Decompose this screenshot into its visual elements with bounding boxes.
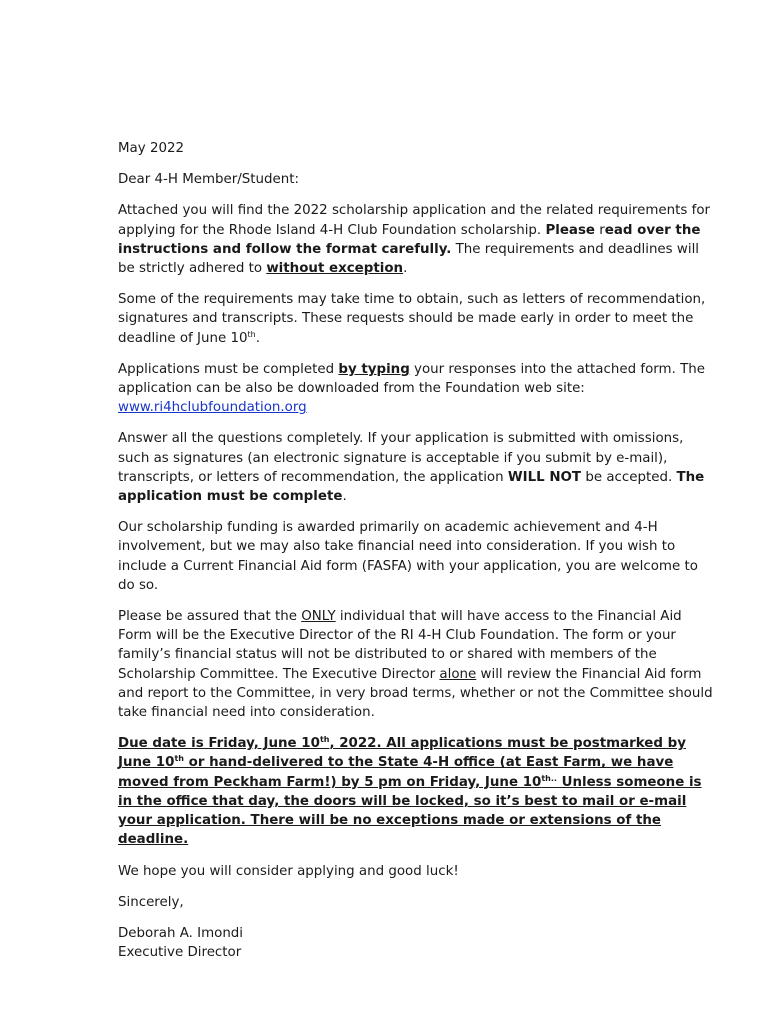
text-run: or hand-delivered to the State 4-H office (at East Farm, we have moved from Peckham Farm!) by 5 pm on Friday, June 10 xyxy=(118,755,674,790)
text-run: Some of the requirements may take time to obtain, such as letters of recommendation, signatures and transcripts. These requests should be made early in order to meet the deadline of June 10 xyxy=(118,292,706,346)
foundation-website-link[interactable]: www.ri4hclubfoundation.org xyxy=(118,400,307,416)
emphasis-will-not: WILL NOT xyxy=(507,469,582,485)
superscript: th xyxy=(174,754,184,764)
superscript: th.. xyxy=(541,773,557,783)
letter-date: May 2022 xyxy=(118,141,185,156)
bold-run: Please xyxy=(545,222,596,238)
text-run: Applications must be completed xyxy=(118,361,339,377)
text-run: . xyxy=(255,330,260,346)
paragraph-completeness xyxy=(118,429,718,506)
superscript: th xyxy=(247,329,256,339)
signature-block xyxy=(118,924,718,962)
text-run: Answer all the questions completely. If your application is submitted with omissions, such as signatures (an electronic signature is acceptable if you submit by e-mail), transcripts, or letters of recommendation, the application xyxy=(118,431,684,485)
text-run: Please be assured that the xyxy=(118,609,302,625)
text-run: . xyxy=(403,261,408,277)
paragraph-instructions xyxy=(118,201,718,278)
text-run: Attached you will find the 2022 scholarship application and the related requirements for applying for the Rhode Island 4-H Club Foundation scholarship. xyxy=(118,203,711,238)
emphasis-must-be-complete: The application must be complete xyxy=(118,469,705,505)
emphasis-alone: alone xyxy=(439,666,477,682)
emphasis-only: ONLY xyxy=(301,609,336,625)
signer-title: Executive Director xyxy=(118,945,242,961)
text-run: your responses into the attached form. The application can be also be downloaded from the Foundation web site: xyxy=(118,361,705,397)
paragraph-due-date xyxy=(118,734,718,849)
paragraph-requirements xyxy=(118,290,718,348)
text-run: r xyxy=(595,222,605,238)
paragraph-typing xyxy=(118,360,718,418)
letter-body xyxy=(118,139,718,962)
paragraph-funding: Our scholarship funding is awarded primarily on academic achievement and 4-H involvement, but we may also take financial need into consideration. If you wish to include a Current Financial Aid form (FASFA) with your application, you are welcome to do so. xyxy=(118,520,698,593)
signer-name: Deborah A. Imondi xyxy=(118,925,244,941)
text-run: , 2022. All applications must be postmarked by June 10 xyxy=(118,736,686,771)
salutation: Dear 4-H Member/Student: xyxy=(118,172,300,188)
superscript: th xyxy=(319,735,330,745)
text-run: The requirements and deadlines will be strictly adhered to xyxy=(118,241,700,277)
text-run: be accepted. xyxy=(581,469,677,485)
text-run: . xyxy=(342,489,347,505)
text-run: will review the Financial Aid form and report to the Committee, in very broad terms, whether or not the Committee should take financial need into consideration. xyxy=(118,666,713,721)
emphasis-by-typing: by typing xyxy=(338,361,410,377)
paragraph-privacy xyxy=(118,607,718,722)
text-run: Due date is Friday, June 10 xyxy=(118,736,320,752)
closing-line: We hope you will consider applying and good luck! xyxy=(118,863,459,879)
text-run: Unless someone is in the office that day, the doors will be locked, so it’s best to mail or e-mail your application. There will be no exceptions made or extensions of the deadline. xyxy=(118,774,702,848)
bold-run: ead over the instructions and follow the format carefully. xyxy=(118,222,701,257)
signoff: Sincerely, xyxy=(118,894,184,910)
text-run: individual that will have access to the Financial Aid Form will be the Executive Director of the RI 4-H Club Foundation. The form or your family’s financial status will not be distributed to or shared with members of the Scholarship Committee. The Executive Director xyxy=(118,609,682,682)
emphasis-without-exception: without exception xyxy=(266,261,404,277)
